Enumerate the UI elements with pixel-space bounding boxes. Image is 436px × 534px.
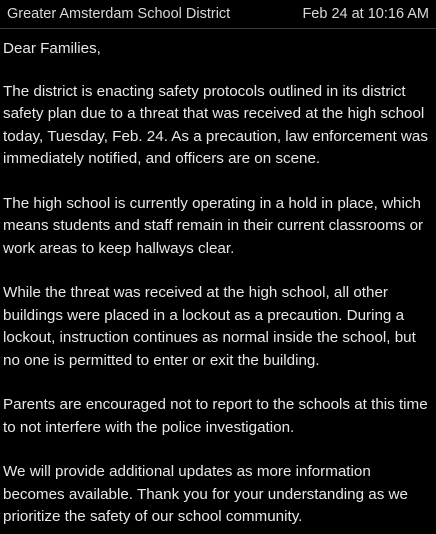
message-body [0, 29, 436, 529]
message-paragraph: We will provide additional updates as more information becomes available. Thank you for your understanding as we prioritize the safety of our school community. [3, 463, 408, 525]
message-timestamp: Feb 24 at 10:16 AM [302, 5, 429, 22]
message-paragraph: While the threat was received at the high school, all other buildings were placed in a lockout as a precaution. During a lockout, instruction continues as normal inside the school, but no one is permitted to enter or exit the building. [3, 284, 416, 369]
message-paragraph: Parents are encouraged not to report to the schools at this time to not interfere with the police investigation. [3, 396, 428, 436]
message-paragraph: The district is enacting safety protocols outlined in its district safety plan due to a threat that was received at the high school today, Tuesday, Feb. 24. As a precaution, law enforcement was immediately notified, and officers are on scene. [3, 82, 428, 167]
message-greeting: Dear Families, [3, 40, 101, 57]
message-paragraph: The high school is currently operating in a hold in place, which means students and staff remain in their current classrooms or work areas to keep hallways clear. [3, 194, 424, 257]
message-header [0, 0, 436, 22]
sender-name[interactable]: Greater Amsterdam School District [7, 5, 231, 22]
